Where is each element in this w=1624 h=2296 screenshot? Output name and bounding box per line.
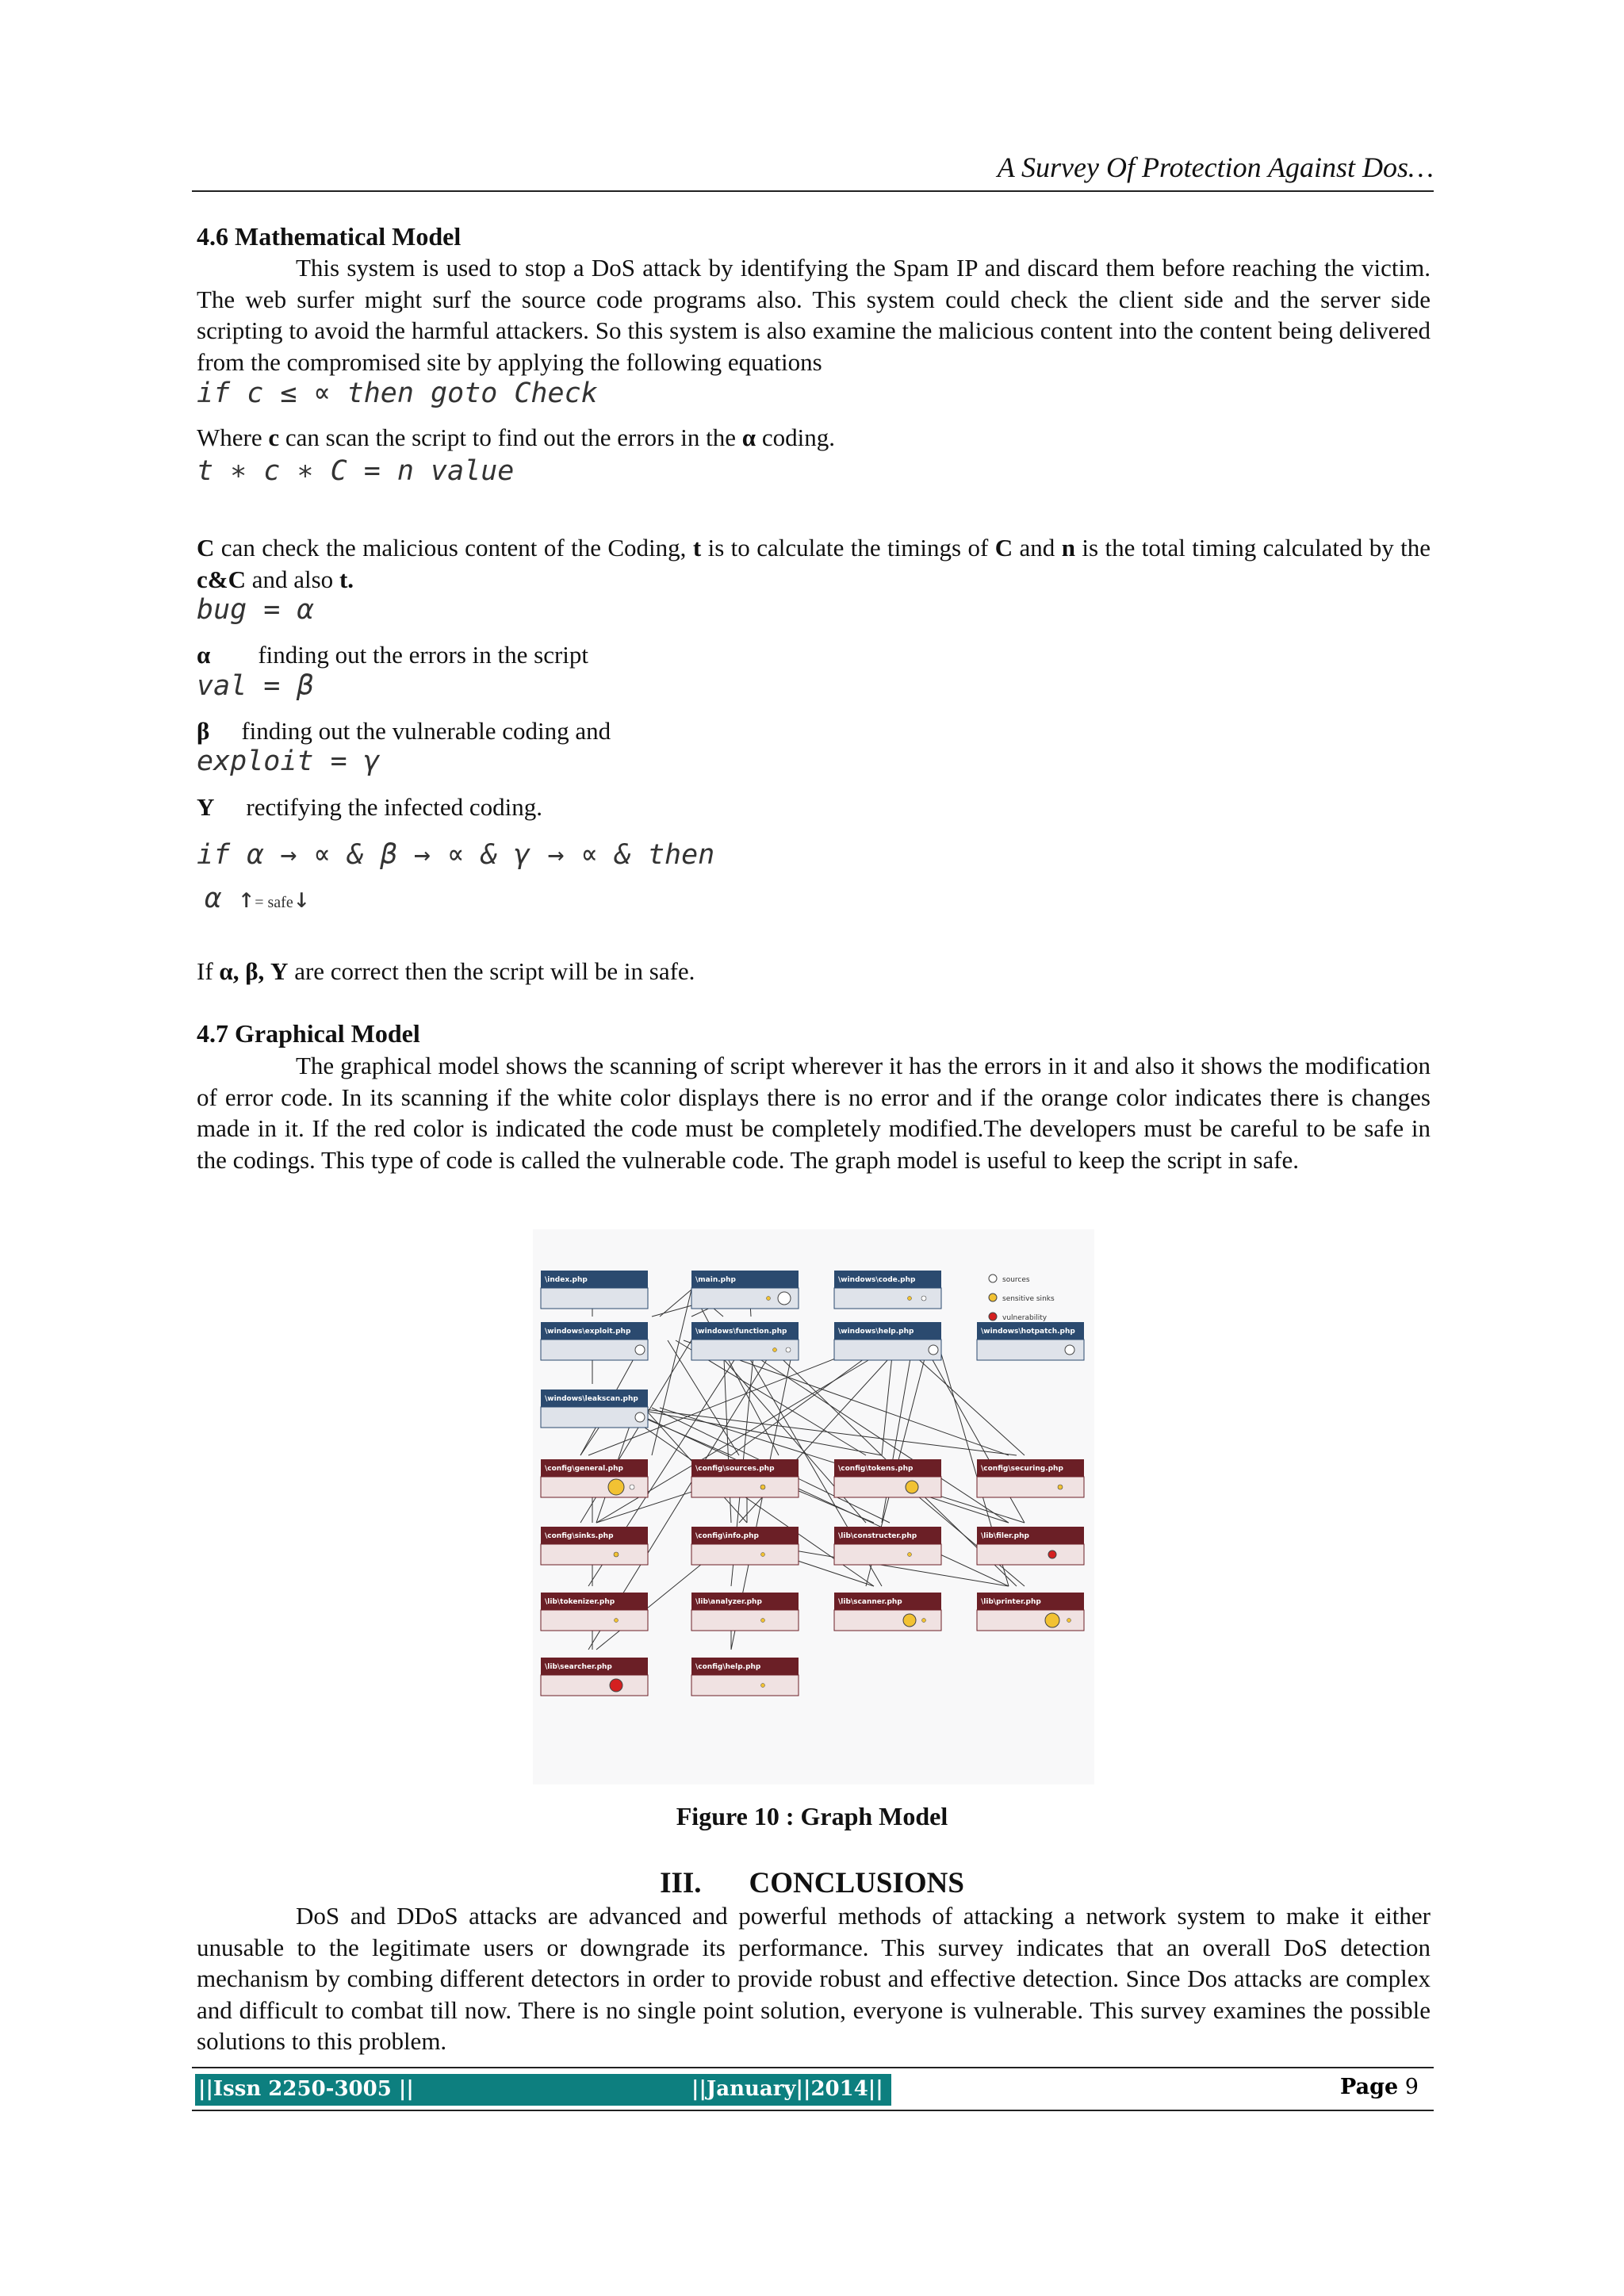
c-def-text2: is to calculate the timings of (701, 534, 995, 562)
alpha-definition (197, 641, 588, 669)
c-def-C: C (197, 534, 215, 562)
graph-node-label: \index.php (545, 1276, 588, 1284)
where-suffix: coding. (756, 424, 835, 451)
where-alpha: α (741, 424, 756, 451)
c-def-text4: is the total timing calculated by the (1074, 534, 1431, 562)
graph-svg (533, 1229, 1094, 1784)
graph-node-label: \main.php (695, 1276, 736, 1284)
c-def-text3: and (1013, 534, 1062, 562)
graph-node (691, 1271, 799, 1309)
graph-node-label: \windows\hotpatch.php (981, 1328, 1075, 1336)
graph-node (541, 1389, 648, 1428)
footer-page-number: 9 (1404, 2075, 1419, 2099)
equation-1: if c ≤ ∝ then goto Check (197, 378, 598, 409)
graph-node-label: \windows\leakscan.php (545, 1395, 638, 1403)
graph-node (541, 1322, 648, 1360)
beta-definition (197, 717, 611, 746)
section-iii-number: III. (660, 1867, 702, 1899)
conclusions-body (197, 1900, 1431, 2057)
c-def-n: n (1061, 534, 1075, 562)
equation-7 (205, 883, 310, 914)
alpha-symbol: α (197, 641, 211, 669)
section-heading-iii (0, 1866, 1624, 1900)
graph-node-label: \lib\printer.php (981, 1598, 1041, 1606)
graph-node-label: \windows\help.php (838, 1328, 914, 1336)
graph-node (691, 1658, 799, 1696)
footer-issn: ||Issn 2250-3005 || (198, 2077, 414, 2101)
graph-node (541, 1527, 648, 1565)
legend-vulnerability: vulnerability (1002, 1314, 1048, 1322)
graph-node (691, 1527, 799, 1565)
graph-node-label: \lib\searcher.php (545, 1663, 612, 1671)
graph-model-figure (533, 1229, 1094, 1784)
equation-2: t ∗ c ∗ C = n value (197, 455, 515, 487)
gamma-text: rectifying the infected coding. (246, 793, 542, 821)
section-4-7-text: The graphical model shows the scanning of script wherever it has the errors in it and also it shows the modification of error code. In its scanning if the white color displays there is no error and if the orange color indicates there is changes made in it. If the red color is indicated the code must be completely modified.The developers must be careful to be safe in the codings. This type of code is called the vulnerable code. The graph model is useful to keep the script in safe. (197, 1052, 1431, 1174)
graph-node (834, 1459, 941, 1497)
correctness-statement (197, 957, 695, 986)
beta-symbol: β (197, 717, 210, 745)
graph-node-label: \config\general.php (545, 1465, 623, 1473)
correctness-prefix: If (197, 957, 220, 985)
c-def-t-end: t. (339, 565, 354, 593)
graph-node-label: \config\sinks.php (545, 1532, 614, 1540)
where-c: c (268, 424, 280, 451)
graph-legend (989, 1274, 1055, 1322)
c-def-text5: and also (245, 565, 339, 593)
header-rule (192, 190, 1434, 192)
c-def-C2: C (994, 534, 1013, 562)
section-4-7-body (197, 1050, 1431, 1175)
equation-7-end: ↓ (293, 883, 310, 914)
gamma-definition (197, 793, 542, 822)
graph-node-label: \config\info.php (695, 1532, 759, 1540)
graph-node (541, 1459, 648, 1497)
footer-page-label: Page (1340, 2075, 1399, 2099)
graph-node-label: \windows\code.php (838, 1276, 916, 1284)
graph-node-label: \lib\constructer.php (838, 1532, 917, 1540)
section-4-6-intro-text: This system is used to stop a DoS attack by identifying the Spam IP and discard them before reaching the victim. The web surfer might surf the source code programs also. This system could check the client side and the server side scripting to avoid the harmful attackers. So this system is also examine the malicious content into the content being delivered from the compromised site by applying the following equations (197, 254, 1431, 376)
graph-node-label: \windows\exploit.php (545, 1328, 631, 1336)
section-4-6-intro (197, 252, 1431, 378)
section-iii-title: CONCLUSIONS (749, 1867, 964, 1899)
c-definition (197, 532, 1431, 595)
graph-node-label: \config\securing.php (981, 1465, 1063, 1473)
graph-node-label: \lib\scanner.php (838, 1598, 902, 1606)
graph-node (977, 1322, 1084, 1360)
c-def-cc: c&C (197, 565, 246, 593)
graph-node-label: \windows\function.php (695, 1328, 787, 1336)
c-def-text1: can check the malicious content of the Coding, (214, 534, 693, 562)
running-header-title: A Survey Of Protection Against Dos… (997, 151, 1434, 183)
legend-sink-icon (989, 1294, 997, 1301)
section-heading-4-6: 4.6 Mathematical Model (197, 222, 462, 251)
graph-node-label: \lib\tokenizer.php (545, 1598, 615, 1606)
gamma-symbol: Y (197, 793, 215, 821)
graph-node-label: \config\help.php (695, 1663, 761, 1671)
graph-node (834, 1322, 941, 1360)
beta-text: finding out the vulnerable coding and (241, 717, 611, 745)
graph-node (834, 1271, 941, 1309)
graph-node (977, 1593, 1084, 1631)
graph-node (977, 1527, 1084, 1565)
graph-node (691, 1322, 799, 1360)
graph-node (541, 1271, 648, 1309)
legend-vuln-icon (989, 1313, 997, 1320)
c-def-t: t (692, 534, 702, 562)
section-heading-4-7: 4.7 Graphical Model (197, 1019, 420, 1048)
equation-3: bug = α (197, 594, 314, 626)
legend-source-icon (989, 1274, 997, 1282)
graph-node (691, 1459, 799, 1497)
where-mid: can scan the script to find out the errors in the (279, 424, 742, 451)
graph-node (834, 1593, 941, 1631)
graph-node (541, 1593, 648, 1631)
graph-node-label: \lib\filer.php (981, 1532, 1029, 1540)
graph-node (977, 1459, 1084, 1497)
graph-node (541, 1658, 648, 1696)
alpha-text: finding out the errors in the script (258, 641, 588, 669)
graph-node-label: \config\tokens.php (838, 1465, 914, 1473)
graph-node (834, 1527, 941, 1565)
conclusions-text: DoS and DDoS attacks are advanced and powerful methods of attacking a network system to make it either unusable to the legitimate users or downgrade its performance. This survey indicates that an overall DoS detection mechanism by combing different detectors in order to provide robust and effective detection. Since Dos attacks are complex and difficult to combat till now. There is no single point solution, everyone is vulnerable. This survey examines the possible solutions to this problem. (197, 1902, 1431, 2056)
equation-5: exploit = γ (197, 746, 381, 777)
correctness-suffix: are correct then the script will be in safe. (288, 957, 695, 985)
footer-rule-top (192, 2067, 1434, 2068)
footer-rule-bottom (192, 2110, 1434, 2111)
equation-7-main: α ↑ (205, 883, 255, 914)
figure-caption: Figure 10 : Graph Model (676, 1802, 948, 1830)
graph-node-label: \lib\analyzer.php (695, 1598, 762, 1606)
where-prefix: Where (197, 424, 269, 451)
footer-date: ||January||2014|| (691, 2077, 883, 2101)
graph-node (691, 1593, 799, 1631)
legend-sources: sources (1002, 1276, 1030, 1284)
graph-node-label: \config\sources.php (695, 1465, 775, 1473)
where-line (197, 424, 835, 452)
footer-page (1340, 2075, 1419, 2099)
legend-sinks: sensitive sinks (1002, 1295, 1055, 1303)
correctness-symbols: α, β, Y (219, 957, 289, 985)
equation-6: if α → ∝ & β → ∝ & γ → ∝ & then (197, 839, 715, 871)
equation-7-sub: = safe (255, 894, 293, 911)
equation-4: val = β (197, 670, 314, 702)
